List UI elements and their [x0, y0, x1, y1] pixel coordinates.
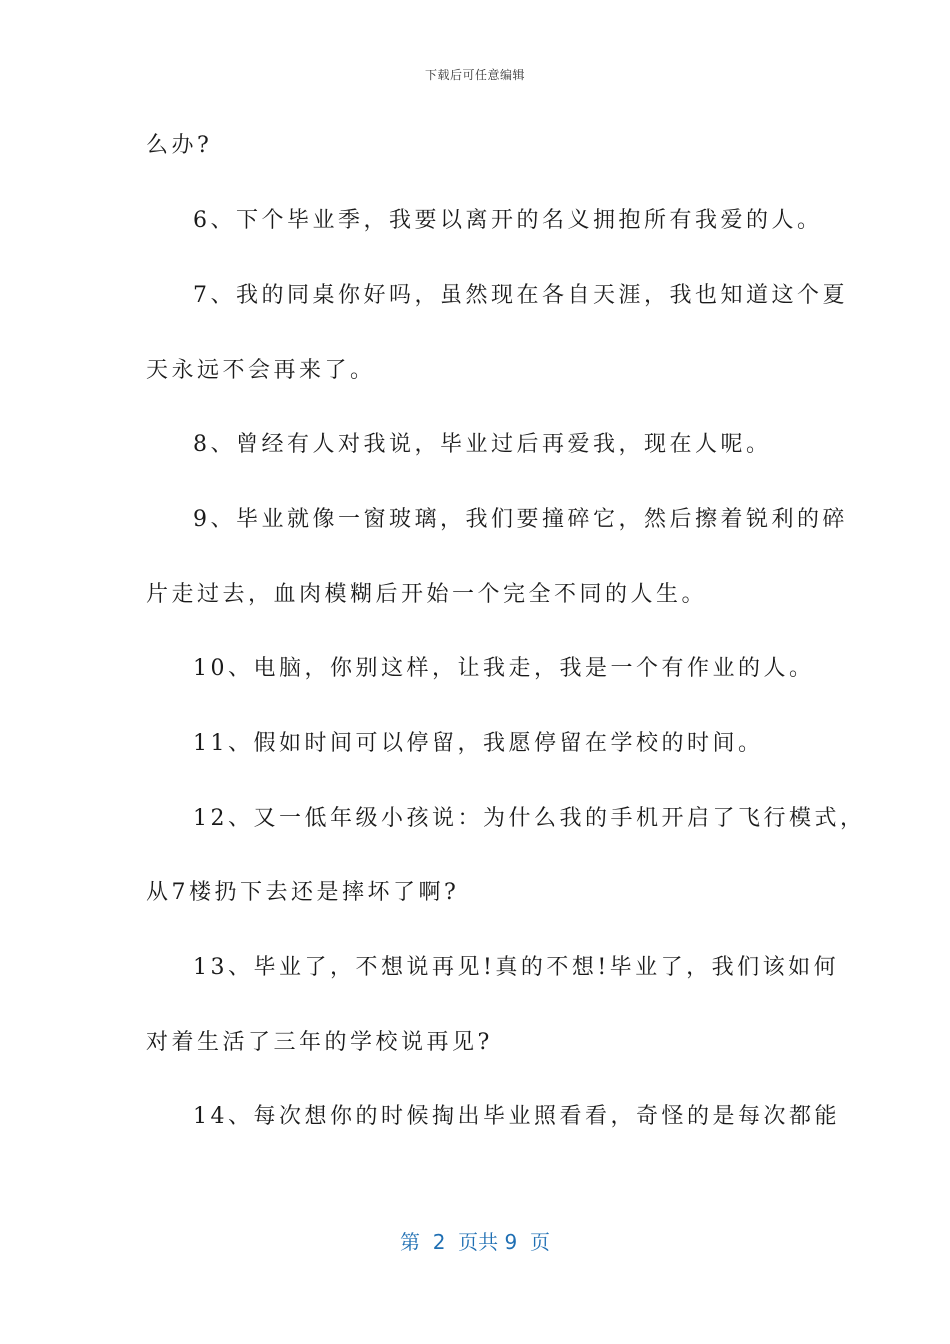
text-line: 12、又一低年级小孩说：为什么我的手机开启了飞行模式，: [193, 806, 866, 831]
text-line: 10、电脑，你别这样，让我走，我是一个有作业的人。: [193, 656, 815, 681]
text-line: 天永远不会再来了。: [146, 358, 376, 383]
text-line: 片走过去，血肉模糊后开始一个完全不同的人生。: [146, 582, 708, 607]
text-line: 么办?: [146, 133, 213, 158]
text-line: 对着生活了三年的学校说再见?: [146, 1030, 493, 1055]
page-header: 下载后可任意编辑: [424, 68, 525, 82]
text-line: 9、毕业就像一窗玻璃，我们要撞碎它，然后擦着锐利的碎: [193, 507, 848, 532]
text-line: 14、每次想你的时候掏出毕业照看看，奇怪的是每次都能: [193, 1104, 840, 1129]
text-line: 7、我的同桌你好吗，虽然现在各自天涯，我也知道这个夏: [193, 283, 848, 308]
text-line: 从7楼扔下去还是摔坏了啊?: [146, 880, 460, 905]
text-line: 11、假如时间可以停留，我愿停留在学校的时间。: [193, 731, 764, 756]
text-line: 6、下个毕业季，我要以离开的名义拥抱所有我爱的人。: [193, 208, 823, 233]
text-line: 8、曾经有人对我说，毕业过后再爱我，现在人呢。: [193, 432, 772, 457]
page-number-footer: 第 2 页共 9 页: [400, 1230, 550, 1254]
text-line: 13、毕业了，不想说再见!真的不想!毕业了，我们该如何: [193, 955, 840, 980]
